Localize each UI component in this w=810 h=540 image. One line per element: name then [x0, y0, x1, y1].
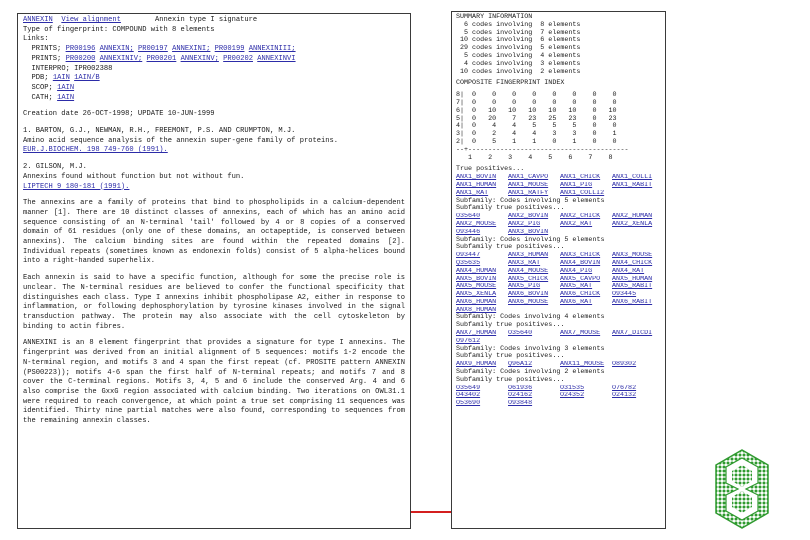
- index-row: 2| 0 5 1 1 0 1 0 0: [456, 137, 617, 146]
- index-row: 8| 0 0 0 0 0 0 0 0: [456, 91, 617, 100]
- cath-line: [23, 94, 405, 104]
- sequence-code-link[interactable]: ANX2_XENLA: [612, 220, 653, 228]
- subfamily-2-heading: Subfamily: Codes involving 5 elements: [456, 235, 605, 244]
- summary-line: 10 codes involving 2 elements: [456, 67, 581, 76]
- composite-index-grid: [456, 92, 661, 147]
- sequence-code-link[interactable]: ANX3_BOVIN: [508, 228, 549, 236]
- sequence-code-link[interactable]: ANX1_BOVIN: [456, 174, 497, 182]
- index-row: 3| 0 2 4 4 3 3 0 1: [456, 130, 617, 139]
- pdb-link[interactable]: 1AIN/B: [74, 74, 100, 83]
- subfamily-2-list: [456, 252, 661, 314]
- summary-lines: [456, 22, 661, 77]
- subfamily-5-list: [456, 385, 661, 408]
- prints-link[interactable]: ANNEXINIII;: [248, 45, 296, 54]
- annexin-code-link[interactable]: ANNEXIN: [23, 16, 53, 24]
- prints-row-1: [23, 45, 405, 55]
- prints-label: PRINTS;: [31, 45, 62, 54]
- connector-line: [411, 511, 451, 513]
- view-alignment-link[interactable]: View alignment: [61, 16, 121, 24]
- sequence-code-link[interactable]: ANX6_BOVIN: [508, 291, 549, 299]
- true-positives-label: True positives...: [456, 165, 525, 174]
- prints-link[interactable]: PR00200: [65, 54, 96, 63]
- scop-link[interactable]: 1AIN: [57, 83, 75, 92]
- subfamily-3-list: [456, 330, 661, 346]
- subfamily-2-subheading: Subfamily true positives...: [456, 243, 565, 252]
- prints-link[interactable]: PR00202: [223, 54, 253, 63]
- sequence-code-link[interactable]: O43402: [456, 392, 481, 400]
- sequence-code-link[interactable]: ANX5_PIG: [508, 283, 541, 291]
- reference-1-authors: 1. BARTON, G.J., NEWMAN, R.H., FREEMONT, P.S. AND CRUMPTON, M.J.: [23, 127, 296, 136]
- description-paragraph-1: The annexins are a family of proteins that bind to phospholipids in a calcium-dependent manner [1]. There are 10 distinct classes of annexins, each of which has an amino acid sequence consisting of an N-terminal 'tail' followed by 4 or 8 copies of a conserved domain of 61 residues (only one of these domains, an octapeptide, is conserved between annexins). The calcium binding sites are found within the repeated domains [2]. Individual repeats (sometimes known as endonexin folds) consist of 5 alpha-helices bound into a right-handed superhelix.: [23, 199, 405, 266]
- sequence-code-link[interactable]: O35640: [508, 330, 533, 338]
- prints-link[interactable]: PR00197: [138, 45, 168, 54]
- sequence-code-link[interactable]: ANX11_MOUSE: [560, 361, 605, 369]
- sequence-code-link[interactable]: ANX4_PIG: [560, 267, 593, 275]
- sequence-code-link[interactable]: O24352: [560, 392, 585, 400]
- description-paragraph-2: Each annexin is said to have a specific function, although for some the precise role is unclear. The N-terminal residues are believed to confer the functional specificity that distinguishes each class. Type I annexins inhibit phospholipase A2, either in response to inflammation, or following dephosphorylation by tyrosine kinases involved in the signal transduction pathway. The protein may also associate with the cell cytoskeleton by binding to actin fibres.: [23, 274, 405, 331]
- sequence-code-link[interactable]: ANX2_CHICK: [560, 213, 601, 221]
- sequence-code-link[interactable]: ANX1_COLLI: [612, 174, 653, 182]
- dates-line: Creation date 26-OCT-1998; UPDATE 10-JUN-1999: [23, 110, 215, 119]
- sequence-code-link[interactable]: ANX2_RAT: [560, 220, 593, 228]
- sequence-code-link[interactable]: O61936: [508, 384, 533, 392]
- prints-link[interactable]: ANNEXINIV;: [99, 54, 143, 63]
- prints-link[interactable]: ANNEXINI;: [172, 45, 211, 54]
- reference-1-title: Amino acid sequence analysis of the annexin super-gene family of proteins.: [23, 136, 339, 145]
- sequence-code-link[interactable]: O89302: [612, 361, 637, 369]
- sequence-code-link[interactable]: O93447: [456, 252, 481, 260]
- prints-link[interactable]: ANNEXIN;: [99, 45, 134, 54]
- sequence-code-link[interactable]: ANX8_HUMAN: [456, 306, 497, 314]
- reference-2-authors: 2. GILSON, M.J.: [23, 163, 87, 172]
- subfamily-5-heading: Subfamily: Codes involving 2 elements: [456, 368, 605, 377]
- sequence-code-link[interactable]: O35640: [456, 213, 481, 221]
- summary-information-panel: [451, 11, 666, 529]
- sequence-code-link[interactable]: O53690: [456, 400, 481, 408]
- subfamily-1-heading: Subfamily: Codes involving 5 elements: [456, 196, 605, 205]
- sequence-code-link[interactable]: ANX2_PIG: [508, 220, 541, 228]
- sequence-code-link[interactable]: ANX7_HUMAN: [456, 330, 497, 338]
- index-row: 6| 0 10 10 10 10 10 0 10: [456, 106, 617, 115]
- composite-index-separator: --+----------------------------------------: [456, 145, 629, 154]
- prints-link[interactable]: ANNEXINV;: [180, 54, 219, 63]
- sequence-code-link[interactable]: ANX9_HUMAN: [456, 361, 497, 369]
- sequence-code-link[interactable]: Q35635: [456, 259, 481, 267]
- sequence-code-link[interactable]: O93446: [456, 228, 481, 236]
- sequence-code-link[interactable]: ANX1_RATFY: [508, 189, 549, 197]
- sequence-code-link[interactable]: ANX5_RABIT: [612, 283, 653, 291]
- sequence-code-link[interactable]: ANX4_MOUSE: [508, 267, 549, 275]
- composite-index-axis: 1 2 3 4 5 6 7 8: [456, 153, 613, 162]
- sequence-code-link[interactable]: ANX7_DICDI: [612, 330, 653, 338]
- true-positives-list: [456, 174, 661, 197]
- sequence-code-link[interactable]: O24162: [508, 392, 533, 400]
- sequence-code-link[interactable]: ANX5_RAT: [560, 283, 593, 291]
- sequence-code-link[interactable]: ANX5_BOVIN: [456, 275, 497, 283]
- cath-label: CATH;: [31, 93, 53, 102]
- pdb-line: [23, 74, 405, 84]
- interpro-line: [23, 65, 405, 75]
- sequence-code-link[interactable]: ANX5_XENLA: [456, 291, 497, 299]
- sequence-code-link[interactable]: ANX1_PIG: [560, 181, 593, 189]
- sequence-code-link[interactable]: ANX2_HUMAN: [612, 213, 653, 221]
- cath-link[interactable]: 1AIN: [57, 93, 75, 102]
- prints-link[interactable]: ANNEXINVI: [257, 54, 296, 63]
- subfamily-4-heading: Subfamily: Codes involving 3 elements: [456, 344, 605, 353]
- prints-label: PRINTS;: [31, 54, 62, 63]
- pdb-label: PDB;: [31, 74, 49, 83]
- sequence-code-link[interactable]: O93445: [612, 291, 637, 299]
- summary-line: 5 codes involving 7 elements: [456, 28, 581, 37]
- header-line: [23, 16, 405, 26]
- fingerprint-type-line: Type of fingerprint: COMPOUND with 8 elements: [23, 25, 215, 34]
- prints-hexagon-logo-icon: [714, 449, 770, 529]
- sequence-code-link[interactable]: ANX1_RABIT: [612, 181, 653, 189]
- links-label: Links:: [23, 35, 49, 44]
- sequence-code-link[interactable]: ANX7_MOUSE: [560, 330, 601, 338]
- subfamily-4-subheading: Subfamily true positives...: [456, 352, 565, 361]
- prints-link[interactable]: PR00201: [146, 54, 177, 63]
- pdb-link[interactable]: 1AIN: [52, 74, 70, 83]
- sequence-code-link[interactable]: ANX3_MOUSE: [612, 252, 653, 260]
- sequence-code-link[interactable]: ANX5_CHICK: [508, 275, 549, 283]
- sequence-code-link[interactable]: ANX4_HUMAN: [456, 267, 497, 275]
- sequence-code-link[interactable]: ANX1_HUMAN: [456, 181, 497, 189]
- sequence-code-link[interactable]: ANX1_CHICK: [560, 174, 601, 182]
- fingerprint-type-name: Annexin type I signature: [155, 16, 258, 24]
- sequence-code-link[interactable]: ANX1_MOUSE: [508, 181, 549, 189]
- sequence-code-link[interactable]: ANX4_RAT: [612, 267, 645, 275]
- sequence-code-link[interactable]: O31535: [560, 384, 585, 392]
- prints-link[interactable]: PR00196: [65, 45, 96, 54]
- sequence-code-link[interactable]: ANX3_RAT: [508, 259, 541, 267]
- sequence-code-link[interactable]: ANX6_RAT: [560, 298, 593, 306]
- sequence-code-link[interactable]: Q96A12: [508, 361, 533, 369]
- sequence-code-link[interactable]: O76782: [612, 384, 637, 392]
- sequence-code-link[interactable]: ANX3_CHICK: [560, 252, 601, 260]
- sequence-code-link[interactable]: ANX3_HUMAN: [508, 252, 549, 260]
- subfamily-1-list: [456, 213, 661, 236]
- description-paragraph-3: ANNEXINI is an 8 element fingerprint that provides a signature for type I annexins. The fingerprint was derived from an initial alignment of 5 sequences: motifs 1-2 encode the N-terminal region, and motifs 3 and 4 span the first repeat (cf. PROSITE pattern ANNEXIN (PS00223)); motifs 4-6 span the first half of N-terminal repeats; and motifs 7 and 8 cover the C-terminal regions. Motifs 3, 4, 5 and 6 include the conserved Arg. 4 and 6 also comprise the GxxG region associated with calcium binding. Two iterations on OWL31.1 were required to reach convergence, at which point a true set comprising 11 sequences was identified. Thirty nine partial matches were also found, corresponding to sequences from the remaining annexin classes.: [23, 339, 405, 426]
- sequence-code-link[interactable]: ANX5_MOUSE: [456, 283, 497, 291]
- sequence-code-link[interactable]: ANX1_CAVPO: [508, 174, 549, 182]
- composite-index-title: COMPOSITE FINGERPRINT INDEX: [456, 79, 565, 88]
- summary-line: 6 codes involving 8 elements: [456, 20, 581, 29]
- sequence-code-link[interactable]: ANX1_COLLI2: [560, 189, 605, 197]
- sequence-code-link[interactable]: ANX6_RABIT: [612, 298, 653, 306]
- reference-2-journal-link[interactable]: LIPTECH 9 180-181 (1991).: [23, 182, 130, 191]
- interpro-text: INTERPRO; IPR002388: [31, 64, 113, 73]
- summary-line: 10 codes involving 6 elements: [456, 36, 581, 45]
- subfamily-3-heading: Subfamily: Codes involving 4 elements: [456, 313, 605, 322]
- sequence-code-link[interactable]: O93848: [508, 400, 533, 408]
- sequence-code-link[interactable]: ANX4_BOVIN: [560, 259, 601, 267]
- sequence-code-link[interactable]: ANX2_BOVIN: [508, 213, 549, 221]
- summary-title: SUMMARY INFORMATION: [456, 13, 533, 21]
- sequence-code-link[interactable]: ANX2_MOUSE: [456, 220, 497, 228]
- sequence-code-link[interactable]: ANX6_CHICK: [560, 291, 601, 299]
- sequence-code-link[interactable]: O24132: [612, 392, 637, 400]
- sequence-code-link[interactable]: ANX5_HUMAN: [612, 275, 653, 283]
- index-row: 7| 0 0 0 0 0 0 0 0: [456, 98, 617, 107]
- summary-line: 5 codes involving 4 elements: [456, 51, 581, 60]
- index-row: 5| 0 20 7 23 25 23 0 23: [456, 114, 617, 123]
- sequence-code-link[interactable]: O35649: [456, 384, 481, 392]
- scop-line: [23, 84, 405, 94]
- scop-label: SCOP;: [31, 83, 53, 92]
- summary-line: 29 codes involving 5 elements: [456, 44, 581, 53]
- subfamily-5-subheading: Subfamily true positives...: [456, 375, 565, 384]
- sequence-code-link[interactable]: O97612: [456, 337, 481, 345]
- fingerprint-description-panel: [17, 13, 411, 529]
- prints-link[interactable]: PR00199: [214, 45, 245, 54]
- subfamily-1-subheading: Subfamily true positives...: [456, 204, 565, 213]
- reference-2-title: Annexins found without function but not without fun.: [23, 172, 245, 181]
- summary-line: 4 codes involving 3 elements: [456, 59, 581, 68]
- index-row: 4| 0 4 4 5 5 5 0 0: [456, 122, 617, 131]
- reference-1-journal-link[interactable]: EUR.J.BIOCHEM. 198 749-760 (1991).: [23, 146, 168, 155]
- sequence-code-link[interactable]: ANX4_CHICK: [612, 259, 653, 267]
- sequence-code-link[interactable]: ANX6_MOUSE: [508, 298, 549, 306]
- sequence-code-link[interactable]: ANX1_RAT: [456, 189, 489, 197]
- subfamily-3-subheading: Subfamily true positives...: [456, 321, 565, 330]
- sequence-code-link[interactable]: ANX5_CAVPO: [560, 275, 601, 283]
- sequence-code-link[interactable]: ANX6_HUMAN: [456, 298, 497, 306]
- prints-row-2: [23, 55, 405, 65]
